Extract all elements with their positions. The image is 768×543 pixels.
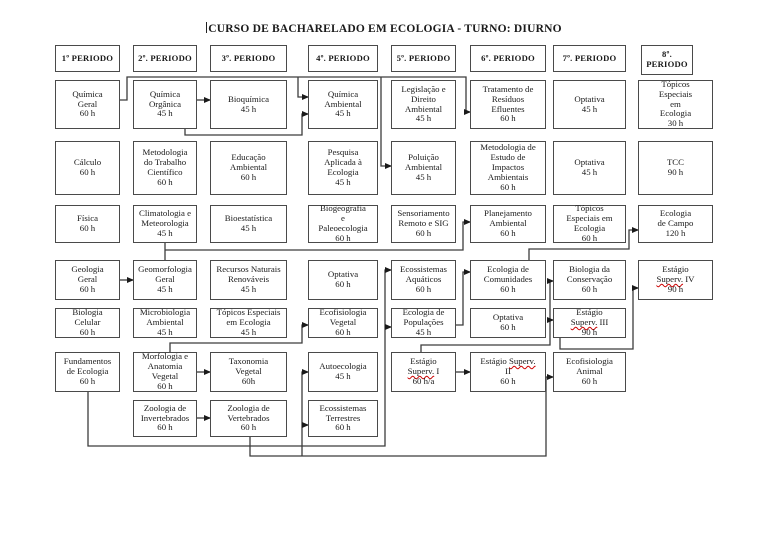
course-text-line: Superv. I xyxy=(407,366,440,377)
course-text-line: 90 h xyxy=(581,326,598,337)
course-text-line: 60 h xyxy=(79,326,96,337)
course-metodologia-deestudo-de xyxy=(470,141,546,195)
course-text-line: Ecossistemas xyxy=(319,402,367,413)
course-text-line: Ambiental xyxy=(489,218,527,229)
course-text-line: Zoologia de xyxy=(143,402,187,413)
course-text-line: Efluentes xyxy=(491,103,525,114)
course-text-line: Tratamento de xyxy=(482,83,534,94)
course-text-line: Superv. IV xyxy=(656,274,695,285)
course-morfologia-eanatomia xyxy=(133,352,197,392)
course-text-line: Celular xyxy=(74,317,101,328)
course-estagiosuperv-iii xyxy=(553,308,626,338)
course-quimicaambiental xyxy=(308,80,378,129)
course-text-line: Geral xyxy=(77,98,98,109)
course-text-line: Ambientais xyxy=(487,171,529,182)
course-text-line: Geral xyxy=(155,274,175,285)
course-text-line: Científico xyxy=(147,167,183,177)
course-text-line: Ambiental xyxy=(146,317,184,328)
course-text-line: Comunidades xyxy=(483,274,533,285)
course-bioestatistica45-h xyxy=(210,205,287,243)
course-text-line: Microbiologia xyxy=(139,307,191,318)
course-text-line: 60 h xyxy=(240,422,257,433)
course-text-line: Geomorfologia xyxy=(138,264,192,275)
course-text-line: em Ecologia xyxy=(226,317,271,328)
course-biologia-daconservacao xyxy=(553,260,626,300)
course-text-line: 60 h xyxy=(581,283,598,294)
period-header-7: 7º. PERIODO xyxy=(553,45,626,72)
course-estagio-superv-ii xyxy=(470,352,546,392)
course-text-line: 60 h xyxy=(335,422,351,433)
course-text-line: Ecofisiologia xyxy=(566,356,613,367)
course-topicosespeciais xyxy=(638,80,713,129)
course-estagiosuperv-i xyxy=(391,352,456,392)
course-text-line: Cálculo xyxy=(73,157,102,168)
course-text-line: 60 h xyxy=(157,380,173,391)
course-estagiosuperv-iv xyxy=(638,260,713,300)
course-text-line: 45 h xyxy=(240,223,257,233)
course-text-line: 60 h xyxy=(335,326,351,337)
course-pesquisaaplicada-a xyxy=(308,141,378,195)
course-text-line: Ecofisiologia xyxy=(319,307,367,318)
course-text-line: de Ecologia xyxy=(66,366,109,377)
connector-quimica-geral-to-quimica-ambiental xyxy=(298,77,308,97)
course-geomorfologiageral xyxy=(133,260,197,300)
course-text-line: 45 h xyxy=(335,371,351,381)
course-text-line: 60 h xyxy=(335,232,351,243)
course-text-line: 60h xyxy=(241,375,256,386)
course-text-line: 60 h xyxy=(500,322,516,332)
course-text-line: 60 h xyxy=(79,283,96,294)
course-text-line: Estágio xyxy=(662,264,689,275)
course-text-line: Ecologia xyxy=(659,108,692,119)
course-text-line: Especiais em xyxy=(566,213,613,224)
course-text-line: Meteorologia xyxy=(141,218,189,229)
course-ecofisiologiavegetal xyxy=(308,308,378,338)
misspelled-word: Superv. xyxy=(407,366,435,377)
course-text-line: Paleoecologia xyxy=(318,223,368,233)
course-text-line: Morfologia e xyxy=(141,351,189,362)
course-text-line: Climatologia e xyxy=(138,208,192,219)
course-planejamentoambiental xyxy=(470,205,546,243)
course-text-line: 90 h xyxy=(667,283,684,294)
period-header-1: 1º PERIODO xyxy=(55,45,120,72)
course-text-line: Metodologia de xyxy=(480,142,536,153)
course-text-line: 60 h xyxy=(581,375,598,386)
course-taxonomiavegetal xyxy=(210,352,287,392)
course-fundamentosde-ecologia xyxy=(55,352,120,392)
course-text-line: Ecologia de xyxy=(487,264,529,275)
page-title-text: CURSO DE BACHARELADO EM ECOLOGIA - TURNO: DIURNO xyxy=(208,23,562,35)
course-text-line: Estudo de xyxy=(490,152,526,163)
course-text-line: 45 h xyxy=(415,171,432,182)
course-text-line: 60 h xyxy=(335,279,351,289)
course-text-line: Optativa xyxy=(574,157,605,168)
course-geologiageral xyxy=(55,260,120,300)
course-optativa60-h xyxy=(308,260,378,300)
course-text-line: Invertebrados xyxy=(140,412,190,423)
course-text-line: Anatomia xyxy=(147,361,183,372)
course-text-line: Conservação xyxy=(566,274,613,285)
course-text-line: 45 h xyxy=(157,326,173,337)
course-text-line: Legislação e xyxy=(401,83,446,94)
course-text-line: Autoecologia xyxy=(319,361,367,372)
course-text-line: 120 h xyxy=(665,227,686,238)
course-text-line: 45 h xyxy=(157,108,173,119)
period-header-3: 3º. PERIODO xyxy=(210,45,287,72)
course-text-line: Ambiental xyxy=(229,162,268,173)
course-text-line: do Trabalho xyxy=(143,157,187,168)
misspelled-word: Superv. xyxy=(570,317,598,328)
course-text-line: 60 h xyxy=(500,375,516,386)
course-text-line: Química xyxy=(327,88,359,99)
course-text-line: Ambiental xyxy=(404,162,443,173)
course-text-line: 60 h xyxy=(79,108,96,119)
course-text-line: Química xyxy=(72,88,103,99)
course-text-line: 45 h xyxy=(335,176,351,187)
course-text-line: Vegetal xyxy=(329,317,357,328)
course-zoologia-deinvertebrados xyxy=(133,400,197,437)
course-text-line: Animal xyxy=(576,366,603,377)
course-text-line: Ecologia de xyxy=(402,307,445,318)
period-header-6: 6º. PERIODO xyxy=(470,45,546,72)
course-text-line: Ambiental xyxy=(404,103,443,114)
course-text-line: Renováveis xyxy=(227,274,270,285)
course-text-line: Sensoriamento xyxy=(397,208,450,219)
course-tratamento-deresiduos xyxy=(470,80,546,129)
course-text-line: Estágio xyxy=(410,356,437,367)
course-fisica60-h xyxy=(55,205,120,243)
course-text-line: Tópicos xyxy=(575,203,604,214)
course-text-line: Física xyxy=(76,213,98,224)
course-text-line: II xyxy=(505,366,511,377)
course-text-line: Aquáticos xyxy=(405,274,442,285)
course-text-line: Aplicada à xyxy=(324,157,362,168)
course-topicos-especiaisem-ecologia xyxy=(210,308,287,338)
course-ecologia-decomunidades xyxy=(470,260,546,300)
course-recursos-naturaisrenovaveis xyxy=(210,260,287,300)
course-text-line: Direito xyxy=(411,93,436,104)
course-text-line: 60 h xyxy=(79,167,96,177)
course-sensoriamentoremoto-e-sig xyxy=(391,205,456,243)
course-text-line: 90 h xyxy=(667,167,684,177)
course-text-line: em xyxy=(670,98,681,109)
course-text-line: Biologia xyxy=(72,307,103,318)
course-optativa45-h xyxy=(553,141,626,195)
course-text-line: 45 h xyxy=(415,113,432,124)
course-text-line: Optativa xyxy=(492,312,524,323)
course-text-line: 45 h xyxy=(157,283,173,294)
course-text-line: Vegetal xyxy=(151,371,179,381)
course-text-line: 60 h xyxy=(240,171,257,182)
course-text-line: 45 h xyxy=(335,108,351,119)
course-zoologia-devertebrados xyxy=(210,400,287,437)
period-header-8: 8º. PERIODO xyxy=(641,45,693,75)
course-text-line: Optativa xyxy=(327,269,359,280)
course-text-line: Impactos xyxy=(491,162,525,173)
course-text-line: Especiais xyxy=(658,88,693,99)
course-text-line: Química xyxy=(149,88,181,99)
course-metodologiado-trabalho xyxy=(133,141,197,195)
course-text-line: 60 h xyxy=(581,232,598,243)
course-biologiacelular xyxy=(55,308,120,338)
course-text-line: Geral xyxy=(77,274,98,285)
course-text-line: Bioestatística xyxy=(224,213,273,224)
period-header-4: 4º. PERIODO xyxy=(308,45,378,72)
course-text-line: Vertebrados xyxy=(227,412,270,423)
course-text-line: Vegetal xyxy=(235,366,262,377)
course-text-line: Zoologia de xyxy=(227,402,270,413)
course-text-line: 60 h xyxy=(79,223,96,233)
course-text-line: Pesquisa xyxy=(327,147,359,158)
course-text-line: 60 h xyxy=(500,181,516,192)
course-biogeografiae xyxy=(308,205,378,243)
course-text-line: Optativa xyxy=(574,93,605,104)
course-text-line: Estágio Superv. xyxy=(480,356,536,367)
course-text-line: Ecologia xyxy=(659,208,692,219)
course-educacaoambiental xyxy=(210,141,287,195)
course-ecofisiologiaanimal xyxy=(553,352,626,392)
course-text-line: Resíduos xyxy=(491,93,525,104)
course-text-line: Geologia xyxy=(71,264,104,275)
course-text-line: Taxonomia xyxy=(228,356,269,367)
course-text-line: 45 h xyxy=(581,103,598,114)
course-text-line: 45 h xyxy=(415,326,432,337)
course-text-line: 60 h xyxy=(157,422,173,433)
course-text-line: e xyxy=(341,213,345,224)
course-text-line: 60 h xyxy=(79,375,96,386)
course-text-line: Tópicos Especiais xyxy=(216,307,281,318)
course-text-line: Ecologia xyxy=(573,223,606,233)
course-text-line: 60 h xyxy=(500,227,516,238)
connector-ecologia-de-populacoes-to-ecologia-de-comunidades xyxy=(456,272,470,325)
course-ecologiade-campo xyxy=(638,205,713,243)
course-text-line: 60 h xyxy=(500,283,516,294)
course-text-line: Remoto e SIG xyxy=(398,218,449,229)
course-text-line: Ambiental xyxy=(324,98,362,109)
course-autoecologia45-h xyxy=(308,352,378,392)
course-quimicageral xyxy=(55,80,120,129)
course-topicosespeciais-em xyxy=(553,205,626,243)
course-text-line: Orgânica xyxy=(148,98,182,109)
course-ecossistemasterrestres xyxy=(308,400,378,437)
misspelled-word: Superv. xyxy=(509,356,536,367)
course-microbiologiaambiental xyxy=(133,308,197,338)
course-text-line: 45 h xyxy=(240,103,257,114)
course-ecossistemasaquaticos xyxy=(391,260,456,300)
course-text-line: Tópicos xyxy=(661,78,690,89)
course-text-line: 45 h xyxy=(157,227,173,238)
misspelled-word: Superv. xyxy=(656,274,684,285)
course-text-line: Educação xyxy=(231,152,266,163)
course-text-line: 45 h xyxy=(581,167,598,177)
course-text-line: Superv. III xyxy=(570,317,609,328)
course-text-line: Populações xyxy=(403,317,444,328)
course-text-line: Metodologia xyxy=(142,147,188,158)
course-calculo60-h xyxy=(55,141,120,195)
course-text-line: 60 h/a xyxy=(412,375,435,386)
course-text-line: Biologia da xyxy=(569,264,610,275)
course-text-line: TCC xyxy=(666,157,685,168)
course-text-line: Recursos Naturais xyxy=(216,264,281,275)
course-text-line: 45 h xyxy=(240,283,257,294)
course-text-line: Ecologia xyxy=(327,167,359,177)
course-optativa45-h xyxy=(553,80,626,129)
course-ecologia-depopulacoes xyxy=(391,308,456,338)
course-text-line: Planejamento xyxy=(484,208,532,219)
course-text-line: Terrestres xyxy=(325,412,361,423)
course-bioquimica45-h xyxy=(210,80,287,129)
course-text-line: Fundamentos xyxy=(63,356,112,367)
course-text-line: 60 h xyxy=(500,113,516,124)
course-poluicaoambiental xyxy=(391,141,456,195)
course-quimicaorganica xyxy=(133,80,197,129)
course-optativa60-h xyxy=(470,308,546,338)
course-text-line: Poluição xyxy=(408,152,439,163)
course-text-line: 60 h xyxy=(157,176,173,187)
course-text-line: de Campo xyxy=(657,218,694,229)
period-header-2: 2º. PERIODO xyxy=(133,45,197,72)
course-text-line: 30 h xyxy=(667,118,684,129)
course-tcc90-h xyxy=(638,141,713,195)
course-legislacao-edireito xyxy=(391,80,456,129)
course-climatologia-emeteorologia xyxy=(133,205,197,243)
course-text-line: Bioquímica xyxy=(227,93,270,104)
period-header-5: 5º. PERIODO xyxy=(391,45,456,72)
connector-quimica-geral-to-poluicao-ambiental xyxy=(381,77,391,166)
course-text-line: Estágio xyxy=(576,307,603,318)
course-text-line: Biogeografia xyxy=(320,203,366,214)
course-text-line: 60 h xyxy=(415,227,432,238)
course-text-line: Ecossistemas xyxy=(400,264,447,275)
course-text-line: 45 h xyxy=(240,326,257,337)
course-text-line: 60 h xyxy=(415,283,432,294)
